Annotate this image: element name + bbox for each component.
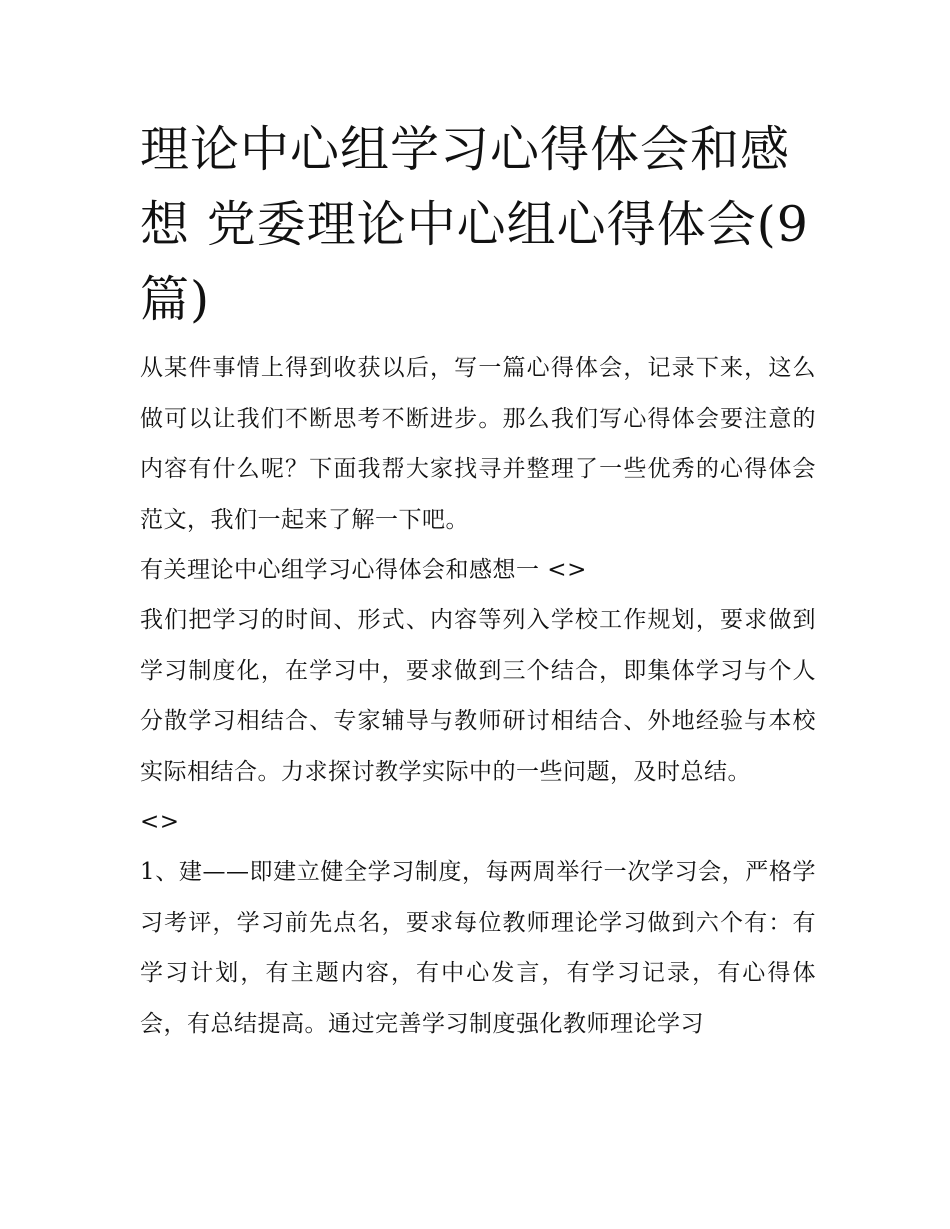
body-paragraph: 我们把学习的时间、形式、内容等列入学校工作规划，要求做到学习制度化，在学习中，要求做到三个结合，即集体学习与个人分散学习相结合、专家辅导与教师研讨相结合、外地经验与本校实际相结合。力求探讨教学实际中的一些问题，及时总结。 — [140, 607, 816, 785]
document-title: 理论中心组学习心得体会和感想 党委理论中心组心得体会(9篇) — [140, 121, 809, 328]
section-heading: 有关理论中心组学习心得体会和感想一 <> — [140, 557, 587, 583]
list-item-paragraph: 1、建——即建立健全学习制度，每两周举行一次学习会，严格学习考评，学习前先点名，要求每位教师理论学习做到六个有：有学习计划，有主题内容，有中心发言，有学习记录，有心得体会，有总结提高。通过完善学习制度强化教师理论学习 — [140, 859, 816, 1037]
placeholder-marker: <> — [140, 809, 180, 835]
intro-paragraph: 从某件事情上得到收获以后，写一篇心得体会，记录下来，这么做可以让我们不断思考不断进步。那么我们写心得体会要注意的内容有什么呢？下面我帮大家找寻并整理了一些优秀的心得体会范文，我们一起来了解一下吧。 — [140, 355, 816, 533]
document-page — [140, 112, 816, 1049]
